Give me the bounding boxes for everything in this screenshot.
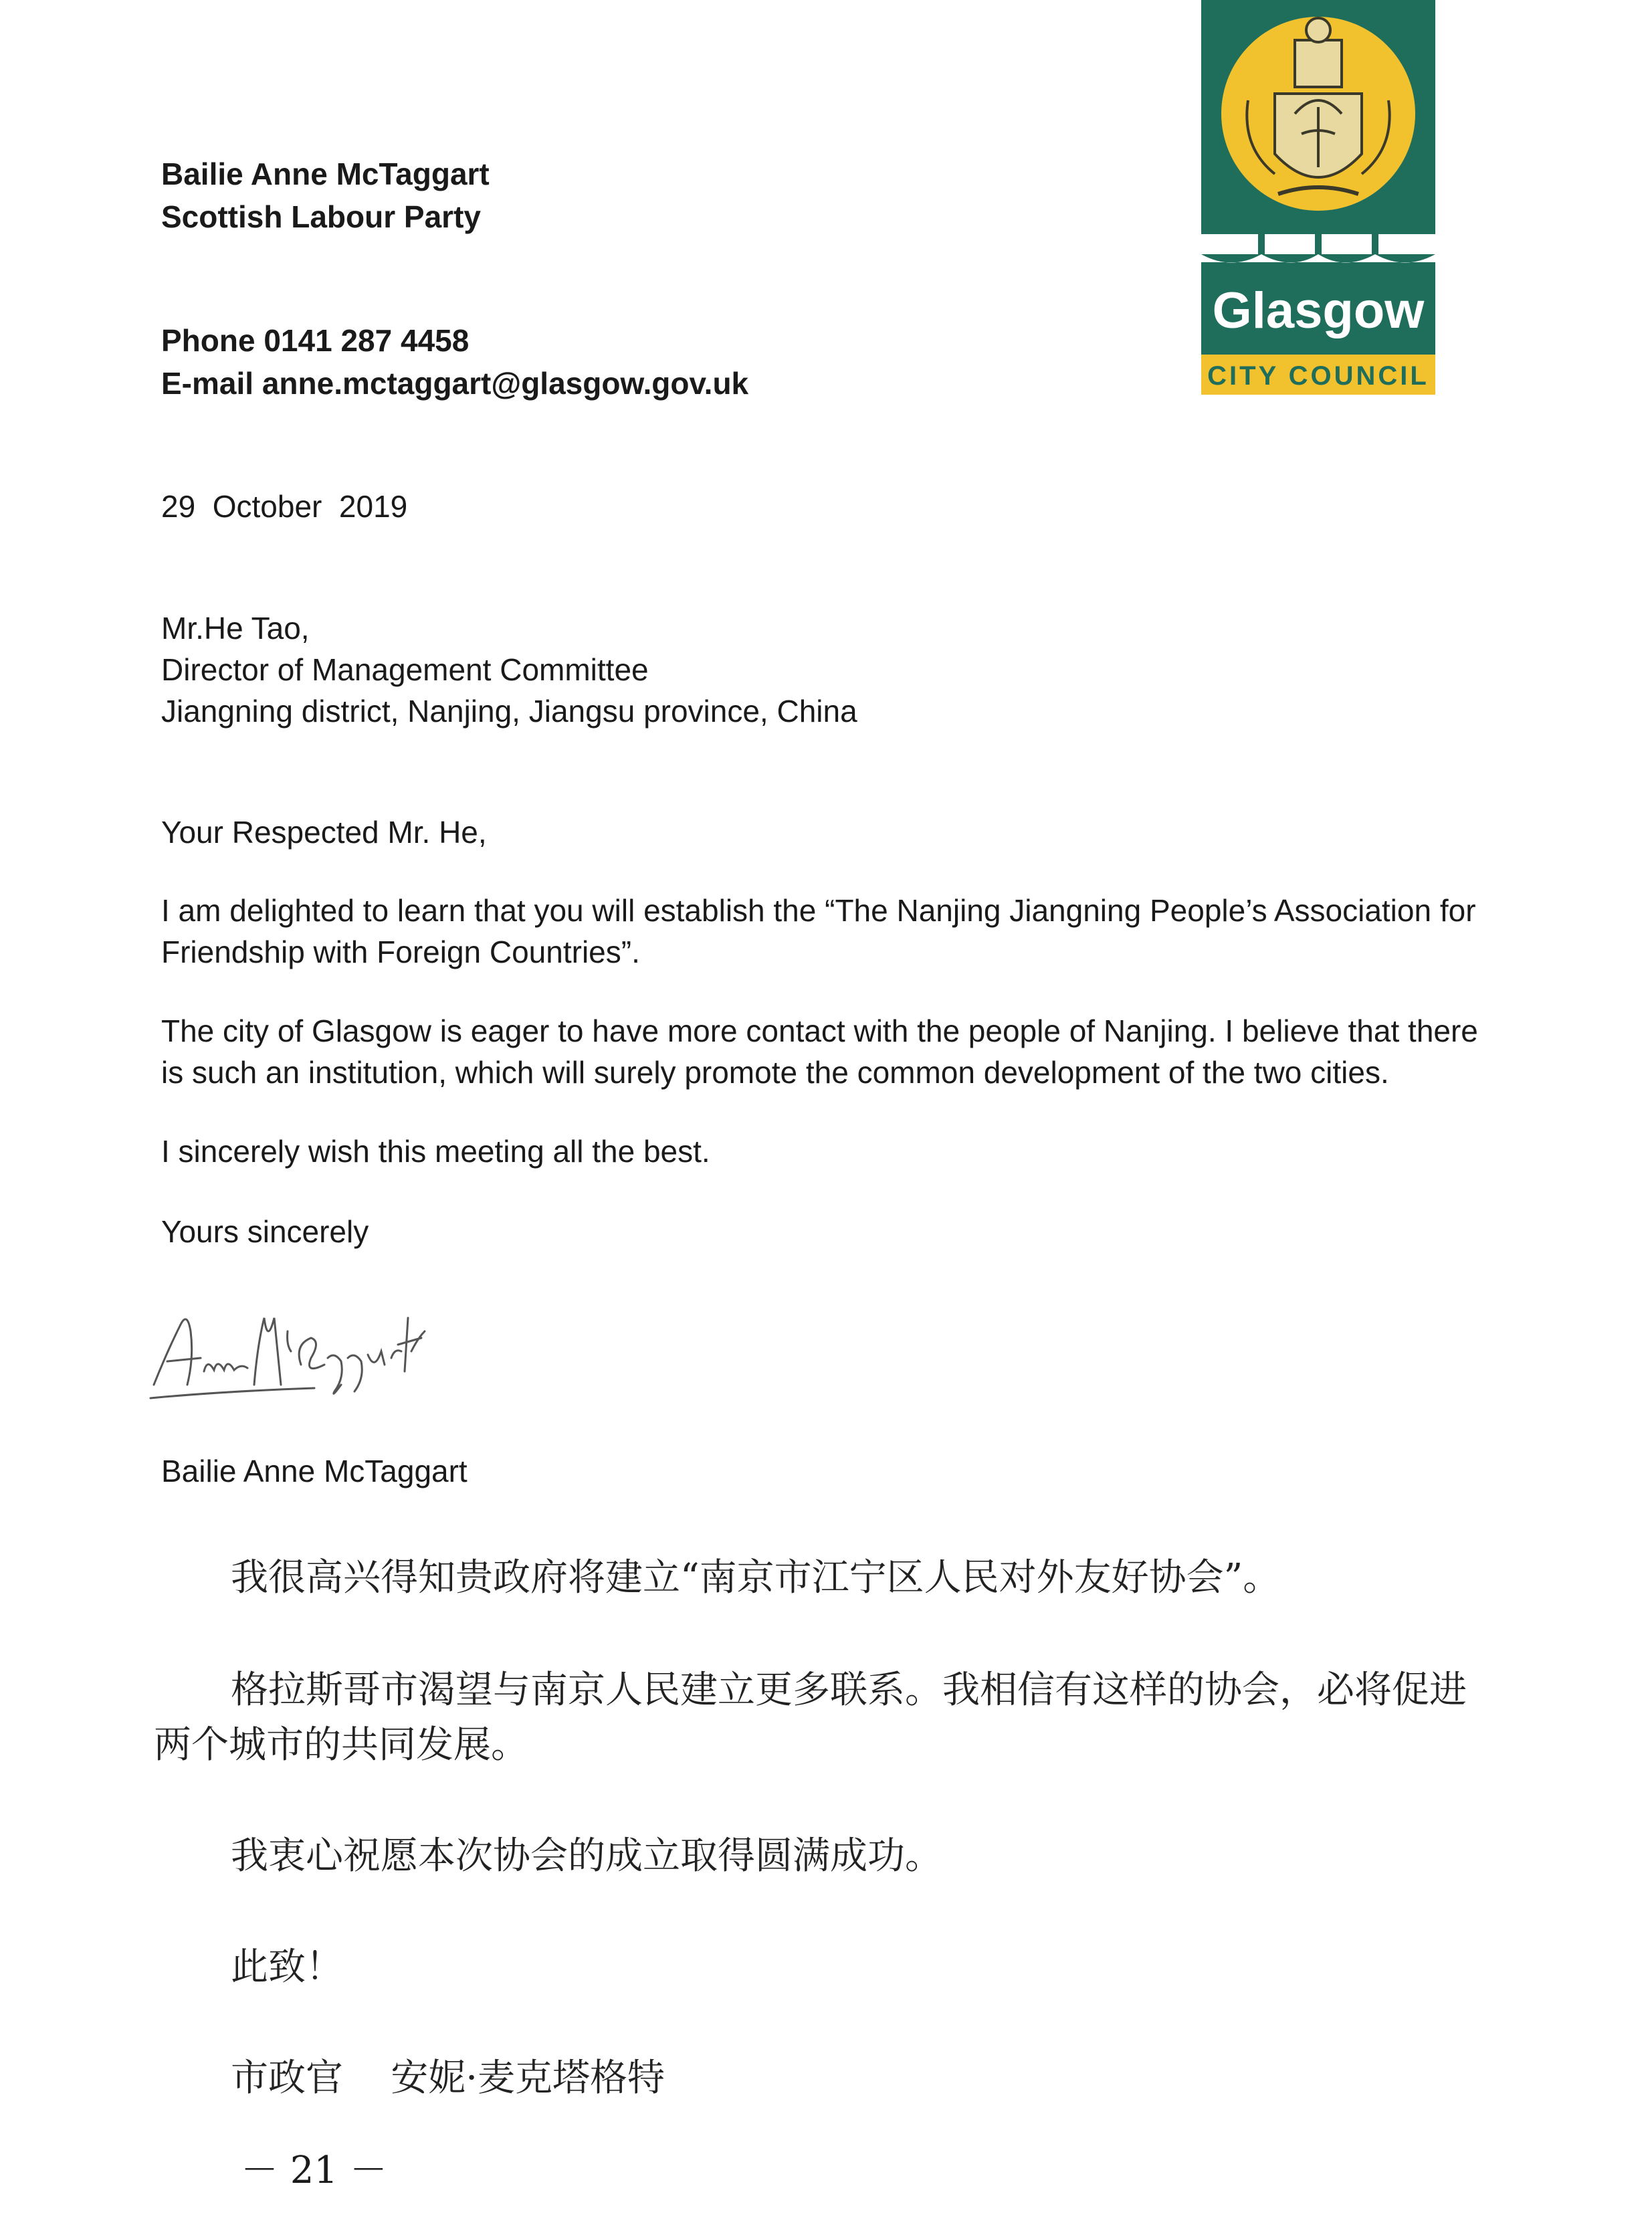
contact-block xyxy=(161,319,748,405)
recipient-title: Director of Management Committee xyxy=(161,652,649,687)
contact-phone: Phone 0141 287 4458 xyxy=(161,323,470,358)
letter-date: 29 October 2019 xyxy=(161,489,408,524)
logo-name: Glasgow xyxy=(1212,282,1425,339)
chinese-paragraph-2-line-1: 格拉斯哥市渴望与南京人民建立更多联系。我相信有这样的协会，必将促进 xyxy=(231,1668,1467,1712)
chinese-paragraph-1: 我很高兴得知贵政府将建立“南京市江宁区人民对外友好协会”。 xyxy=(231,1556,1281,1599)
logo-subtitle: CITY COUNCIL xyxy=(1207,361,1429,391)
chinese-paragraph-2-line-2: 两个城市的共同发展。 xyxy=(154,1723,528,1767)
paragraph-2 xyxy=(161,1010,1512,1093)
chinese-signature: 市政官 安妮·麦克塔格特 xyxy=(231,2056,665,2100)
paragraph-3: I sincerely wish this meeting all the best. xyxy=(161,1134,710,1169)
chinese-closing: 此致！ xyxy=(231,1945,343,1989)
sender-name: Bailie Anne McTaggart xyxy=(161,157,490,191)
recipient-address: Jiangning district, Nanjing, Jiangsu province, China xyxy=(161,694,857,729)
paragraph-1 xyxy=(161,890,1512,973)
chinese-paragraph-3: 我衷心祝愿本次协会的成立取得圆满成功。 xyxy=(231,1834,942,1878)
contact-email: E-mail anne.mctaggart@glasgow.gov.uk xyxy=(161,366,749,401)
paragraph-2-line-2: is such an institution, which will surely promote the common development of the two cities. xyxy=(161,1055,1389,1090)
sender-party: Scottish Labour Party xyxy=(161,199,481,234)
recipient-block xyxy=(161,607,857,732)
glasgow-city-council-logo xyxy=(1201,0,1435,395)
paragraph-2-line-1: The city of Glasgow is eager to have more contact with the people of Nanjing. I believe that there xyxy=(161,1013,1478,1048)
closing: Yours sincerely xyxy=(161,1214,369,1249)
handwritten-signature xyxy=(140,1291,428,1412)
sender-block xyxy=(161,153,490,238)
signed-name: Bailie Anne McTaggart xyxy=(161,1454,468,1488)
recipient-name: Mr.He Tao, xyxy=(161,611,310,646)
salutation: Your Respected Mr. He, xyxy=(161,815,487,850)
page-number: － 21 － xyxy=(241,2149,387,2192)
paragraph-1-line-1: I am delighted to learn that you will establish the “The Nanjing Jiangning People’s Association for xyxy=(161,893,1476,928)
paragraph-1-line-2: Friendship with Foreign Countries”. xyxy=(161,935,640,969)
